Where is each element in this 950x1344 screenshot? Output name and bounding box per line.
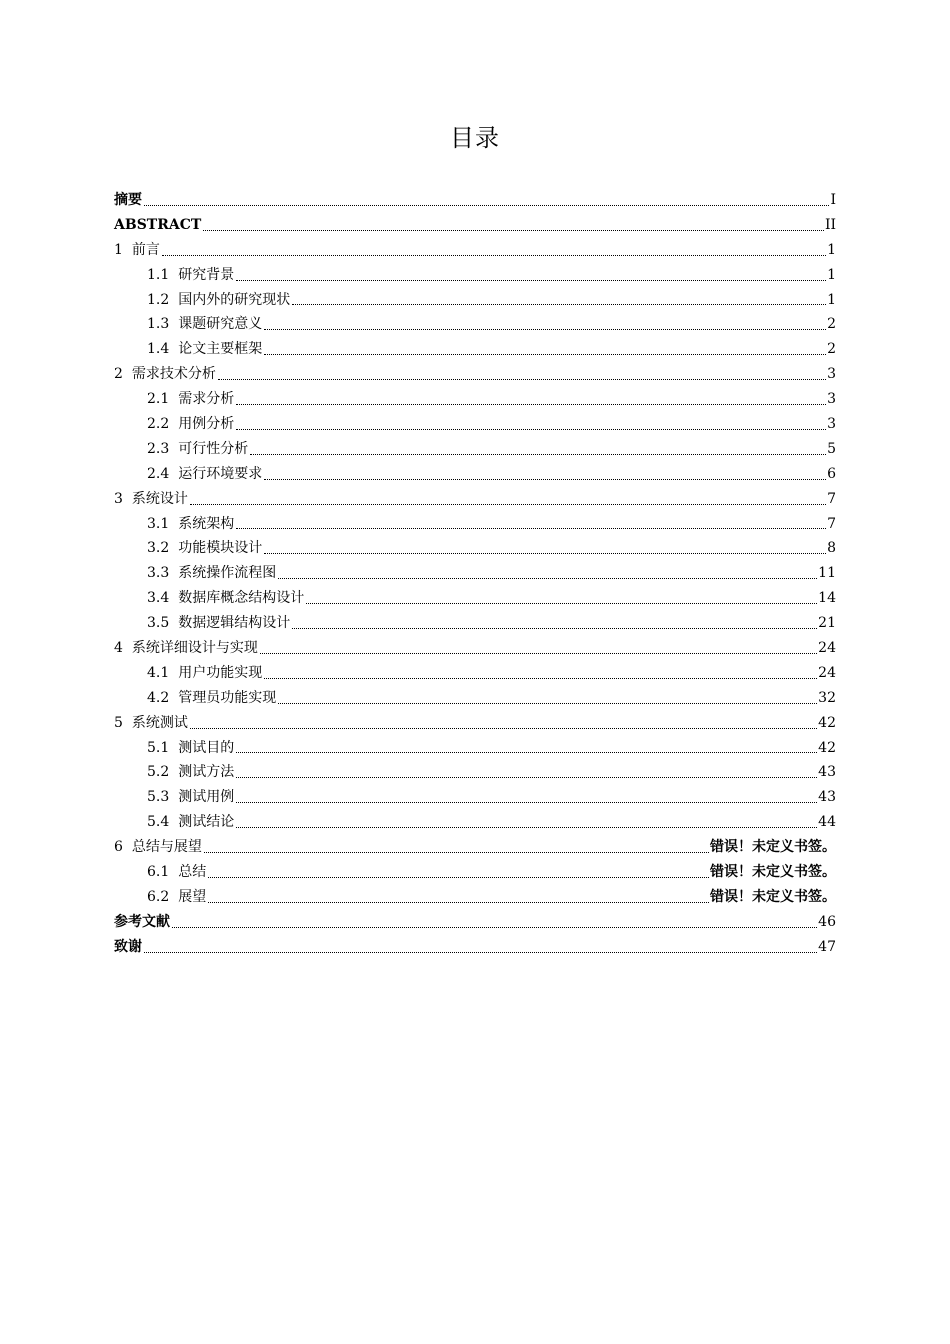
toc-entry-3-2[interactable]: [114, 536, 836, 561]
toc-entry-title: [147, 412, 234, 437]
toc-entry-5[interactable]: [114, 711, 836, 736]
toc-page-number: 2: [827, 316, 836, 333]
table-of-contents: [114, 188, 836, 960]
dot-leader: [236, 777, 817, 778]
dot-leader: [250, 454, 826, 455]
dot-leader: [236, 280, 826, 281]
toc-entry-title: [114, 238, 160, 263]
toc-entry-text: 展望: [178, 888, 207, 905]
toc-entry-title: [147, 462, 262, 487]
toc-entry-number: 5.2: [147, 764, 170, 781]
toc-entry-title: [147, 686, 276, 711]
toc-entry-title: [147, 288, 290, 313]
toc-entry-title: [147, 885, 206, 910]
toc-page-number: 1: [827, 291, 836, 308]
toc-entry-number: 6.2: [147, 888, 170, 905]
dot-leader: [236, 752, 817, 753]
toc-entry-5-2[interactable]: [114, 760, 836, 785]
dot-leader: [144, 205, 829, 206]
toc-page-error: 错误！未定义书签。: [710, 864, 836, 881]
toc-entry-3-1[interactable]: [114, 512, 836, 537]
toc-entry-text: 研究背景: [178, 266, 235, 283]
toc-entry-text: 用户功能实现: [178, 664, 263, 681]
toc-entry-title: [147, 736, 234, 761]
toc-entry-6-1[interactable]: [114, 860, 836, 885]
toc-entry-title: [147, 760, 234, 785]
toc-entry-3[interactable]: [114, 487, 836, 512]
toc-entry-number: 1.1: [147, 266, 170, 283]
toc-page-number: 3: [827, 391, 836, 408]
toc-entry-text: 运行环境要求: [178, 465, 263, 482]
toc-entry-1-2[interactable]: [114, 288, 836, 313]
toc-entry-text: 课题研究意义: [178, 316, 263, 333]
toc-entry-text: 系统架构: [178, 515, 235, 532]
toc-entry-number: 5: [114, 714, 123, 731]
toc-entry-number: 5.1: [147, 739, 170, 756]
toc-entry-text: 测试目的: [178, 739, 235, 756]
toc-entry-2-4[interactable]: [114, 462, 836, 487]
toc-page-number: 1: [827, 266, 836, 283]
toc-entry-3-4[interactable]: [114, 586, 836, 611]
toc-entry-1[interactable]: [114, 238, 836, 263]
toc-page-number: 32: [818, 689, 836, 706]
dot-leader: [260, 653, 817, 654]
toc-page-number: 3: [827, 366, 836, 383]
toc-entry-title: [147, 860, 206, 885]
toc-entry-text: 系统设计: [131, 490, 188, 507]
toc-entry-title: 摘要: [114, 191, 142, 208]
dot-leader: [264, 479, 826, 480]
toc-page-number: 24: [818, 664, 836, 681]
toc-entry-text: 系统测试: [131, 714, 188, 731]
toc-entry-2-2[interactable]: [114, 412, 836, 437]
toc-entry-3-3[interactable]: [114, 561, 836, 586]
toc-page-number: 6: [827, 465, 836, 482]
toc-page-number: 42: [818, 714, 836, 731]
toc-entry-text: 国内外的研究现状: [178, 291, 291, 308]
toc-entry-text: 需求分析: [178, 391, 235, 408]
toc-entry-2[interactable]: [114, 362, 836, 387]
toc-entry-title: 致谢: [114, 938, 142, 955]
toc-entry-title: [147, 586, 304, 611]
dot-leader: [236, 404, 826, 405]
toc-page-number: 1: [827, 241, 836, 258]
toc-page-number: II: [824, 216, 836, 233]
toc-entry-text: 数据逻辑结构设计: [178, 615, 291, 632]
toc-entry-text: 论文主要框架: [178, 341, 263, 358]
toc-entry-number: 5.4: [147, 814, 170, 831]
dot-leader: [264, 329, 826, 330]
toc-entry-1-3[interactable]: [114, 312, 836, 337]
toc-page-number: 44: [818, 814, 836, 831]
toc-entry-title: [114, 835, 202, 860]
toc-entry-title: [147, 263, 234, 288]
toc-entry-number: 4: [114, 640, 123, 657]
toc-entry-title: [147, 387, 234, 412]
toc-page-number: 2: [827, 341, 836, 358]
toc-entry-5-4[interactable]: [114, 810, 836, 835]
toc-entry-title: ABSTRACT: [114, 216, 202, 233]
dot-leader: [236, 528, 826, 529]
toc-entry-4-2[interactable]: [114, 686, 836, 711]
dot-leader: [204, 852, 709, 853]
toc-entry-title: [147, 810, 234, 835]
toc-entry-number: 2.1: [147, 391, 170, 408]
toc-entry-text: 需求技术分析: [131, 366, 216, 383]
toc-entry-3-5[interactable]: [114, 611, 836, 636]
toc-entry-6-2[interactable]: [114, 885, 836, 910]
toc-page-error: 错误！未定义书签。: [710, 888, 836, 905]
dot-leader: [264, 553, 826, 554]
toc-entry-number: 6.1: [147, 864, 170, 881]
toc-entry-text: 用例分析: [178, 416, 235, 432]
dot-leader: [236, 802, 817, 803]
toc-entry-number: 4.1: [147, 664, 170, 681]
toc-entry-title: [147, 661, 262, 686]
toc-entry-6[interactable]: [114, 835, 836, 860]
toc-entry-text: 总结与展望: [131, 839, 202, 856]
toc-entry-number: 3.2: [147, 540, 170, 557]
toc-page-number: 46: [818, 913, 836, 930]
page-title: 目录: [450, 124, 500, 152]
toc-entry-5-1[interactable]: [114, 736, 836, 761]
toc-entry-1-4[interactable]: [114, 337, 836, 362]
toc-page-number: I: [830, 191, 836, 208]
toc-entry-text: 前言: [131, 241, 160, 258]
dot-leader: [144, 952, 817, 953]
toc-entry-text: 测试结论: [178, 814, 235, 831]
toc-entry-number: 2.4: [147, 465, 170, 482]
toc-entry-number: 1.4: [147, 341, 170, 358]
dot-leader: [190, 504, 826, 505]
toc-entry-text: 系统操作流程图: [178, 565, 277, 582]
toc-entry-text: 数据库概念结构设计: [178, 590, 305, 607]
dot-leader: [292, 628, 817, 629]
dot-leader: [218, 379, 826, 380]
toc-entry-text: 测试用例: [178, 789, 235, 806]
toc-page-number: 42: [818, 739, 836, 756]
toc-page-number: 8: [827, 540, 836, 557]
toc-entry-number: 1.2: [147, 291, 170, 308]
dot-leader: [264, 354, 826, 355]
toc-entry-number: 1.3: [147, 316, 170, 333]
toc-entry-number: 3.4: [147, 590, 170, 607]
toc-page-number: 43: [818, 789, 836, 806]
toc-page-number: 7: [827, 490, 836, 507]
toc-entry-number: 2: [114, 366, 123, 383]
toc-entry-text: 可行性分析: [178, 440, 249, 457]
toc-entry-abstract-en[interactable]: [114, 213, 836, 238]
toc-entry-text: 总结: [178, 864, 207, 881]
toc-entry-title: [147, 337, 262, 362]
toc-page-number: 5: [827, 440, 836, 457]
toc-page-number: 7: [827, 515, 836, 532]
toc-page-error: 错误！未定义书签。: [710, 839, 836, 856]
toc-entry-abstract-cn[interactable]: [114, 188, 836, 213]
toc-entry-title: [147, 512, 234, 537]
toc-entry-number: 4.2: [147, 689, 170, 706]
dot-leader: [278, 578, 817, 579]
dot-leader: [292, 304, 826, 305]
toc-page-number: 43: [818, 764, 836, 781]
toc-entry-text: 测试方法: [178, 764, 235, 781]
dot-leader: [190, 728, 817, 729]
toc-entry-number: 1: [114, 241, 123, 258]
toc-entry-title: [147, 611, 290, 636]
toc-entry-4-1[interactable]: [114, 661, 836, 686]
dot-leader: [208, 902, 709, 903]
toc-entry-acknowledgements[interactable]: [114, 935, 836, 960]
toc-page-number: 24: [818, 640, 836, 657]
toc-entry-1-1[interactable]: [114, 263, 836, 288]
toc-page-number: 47: [818, 938, 836, 955]
dot-leader: [172, 927, 817, 928]
toc-entry-number: 3.1: [147, 515, 170, 532]
toc-entry-number: 5.3: [147, 789, 170, 806]
toc-entry-title: [147, 785, 234, 810]
toc-entry-number: 2.3: [147, 440, 170, 457]
dot-leader: [162, 255, 826, 256]
toc-entry-text: 管理员功能实现: [178, 689, 277, 706]
toc-entry-text: 系统详细设计与实现: [131, 640, 258, 657]
toc-entry-title: [114, 487, 188, 512]
toc-page-number: 21: [818, 615, 836, 632]
toc-entry-title: [147, 312, 262, 337]
toc-entry-2-3[interactable]: [114, 437, 836, 462]
dot-leader: [236, 827, 817, 828]
toc-entry-title: 参考文献: [114, 913, 170, 930]
dot-leader: [236, 429, 826, 430]
toc-page-number: 3: [827, 416, 836, 432]
toc-entry-title: [147, 536, 262, 561]
toc-entry-4[interactable]: [114, 636, 836, 661]
toc-entry-2-1[interactable]: [114, 387, 836, 412]
dot-leader: [208, 877, 709, 878]
toc-entry-number: 2.2: [147, 416, 170, 432]
toc-entry-title: [114, 362, 216, 387]
toc-entry-title: [114, 636, 258, 661]
dot-leader: [203, 230, 824, 231]
toc-entry-number: 3.3: [147, 565, 170, 582]
toc-entry-text: 功能模块设计: [178, 540, 263, 557]
toc-entry-title: [147, 437, 248, 462]
dot-leader: [264, 678, 817, 679]
dot-leader: [278, 703, 817, 704]
toc-entry-title: [114, 711, 188, 736]
toc-entry-number: 3.5: [147, 615, 170, 632]
toc-entry-number: 6: [114, 839, 123, 856]
toc-entry-5-3[interactable]: [114, 785, 836, 810]
toc-page-number: 14: [818, 590, 836, 607]
dot-leader: [306, 603, 817, 604]
toc-page-number: 11: [818, 565, 836, 582]
toc-entry-number: 3: [114, 490, 123, 507]
toc-entry-title: [147, 561, 276, 586]
toc-entry-references[interactable]: [114, 910, 836, 935]
